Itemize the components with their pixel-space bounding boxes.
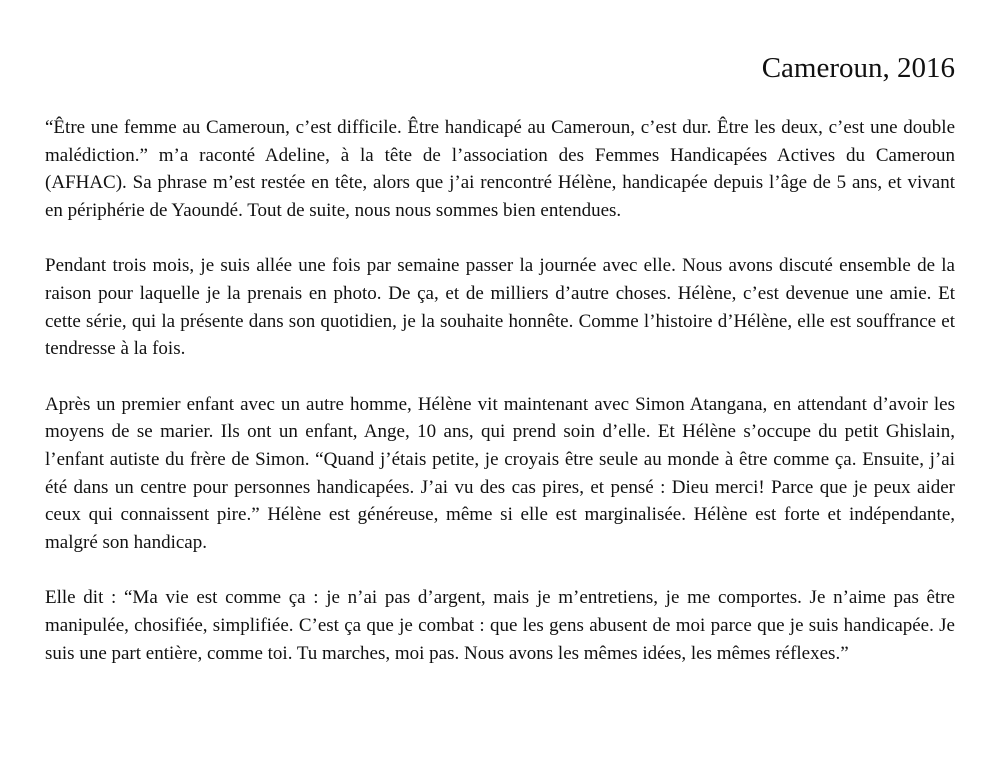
paragraph-1: “Être une femme au Cameroun, c’est difficile. Être handicapé au Cameroun, c’est dur. Être les deux, c’est une double malédiction.” m’a raconté Adeline, à la tête de l’association des Femmes Handicapées Actives du Cameroun (AFHAC). Sa phrase m’est restée en tête, alors que j’ai rencontré Hélène, handicapée depuis l’âge de 5 ans, et vivant en périphérie de Yaoundé. Tout de suite, nous nous sommes bien entendues. — [45, 117, 955, 221]
body-text — [45, 114, 955, 695]
page-title: Cameroun, 2016 — [761, 52, 955, 84]
document-page — [45, 0, 955, 772]
paragraph-2: Pendant trois mois, je suis allée une fois par semaine passer la journée avec elle. Nous avons discuté ensemble de la raison pour laquelle je la prenais en photo. De ça, et de milliers d’autre choses. Hélène, c’est devenue une amie. Et cette série, qui la présente dans son quotidien, je la souhaite honnête. Comme l’histoire d’Hélène, elle est souffrance et tendresse à la fois. — [45, 255, 955, 360]
paragraph-3: Après un premier enfant avec un autre homme, Hélène vit maintenant avec Simon Atangana, en attendant d’avoir les moyens de se marier. Ils ont un enfant, Ange, 10 ans, qui prend soin d’elle. Et Hélène s’occupe du petit Ghislain, l’enfant autiste du frère de Simon. “Quand j’étais petite, je croyais être seule au monde à être comme ça. Ensuite, j’ai été dans un centre pour personnes handicapées. J’ai vu des cas pires, et pensé : Dieu merci! Parce que je peux aider ceux qui connaissent pire.” Hélène est généreuse, même si elle est marginalisée. Hélène est forte et indépendante, malgré son handicap. — [45, 393, 955, 553]
paragraph-4: Elle dit : “Ma vie est comme ça : je n’ai pas d’argent, mais je m’entretiens, je me comportes. Je n’aime pas être manipulée, chosifiée, simplifiée. C’est ça que je combat : que les gens abusent de moi parce que je suis handicapée. Je suis une part entière, comme toi. Tu marches, moi pas. Nous avons les mêmes idées, les mêmes réflexes.” — [45, 587, 955, 664]
